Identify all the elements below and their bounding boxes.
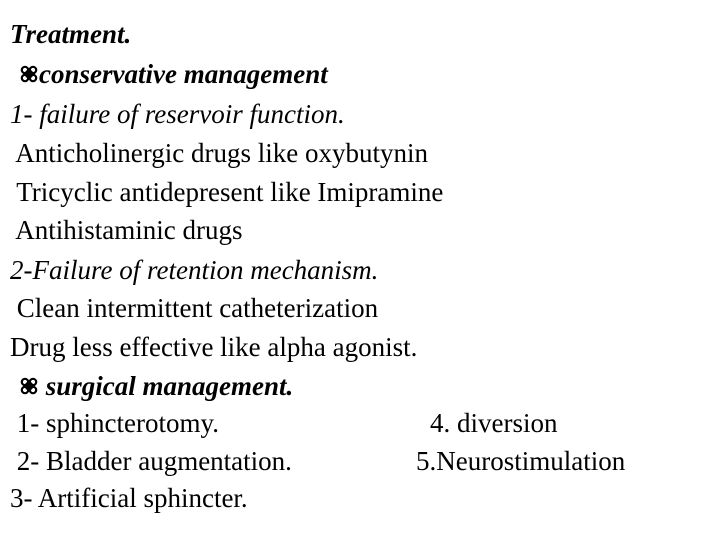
diamond-bullet-icon [20, 377, 38, 397]
surgical-management-heading [20, 369, 293, 403]
treatment-heading: Treatment. [10, 19, 132, 49]
surgical-option: 1- sphincterotomy. [10, 408, 219, 438]
section1-title: 1- failure of reservoir function. [10, 99, 345, 129]
section1-item: Anticholinergic drugs like oxybutynin [10, 138, 428, 168]
diamond-bullet-icon [20, 65, 38, 85]
conservative-management-label: conservative management [39, 59, 328, 89]
surgical-option: 2- Bladder augmentation. [10, 446, 292, 476]
section2-item: Clean intermittent catheterization [10, 293, 379, 323]
surgical-option: 4. diversion [430, 408, 558, 438]
section1-item: Tricyclic antidepresent like Imipramine [10, 177, 444, 207]
conservative-management-heading [20, 57, 328, 91]
section1-item: Antihistaminic drugs [10, 215, 243, 245]
surgical-management-label: surgical management. [39, 371, 294, 401]
surgical-option: 3- Artificial sphincter. [10, 483, 248, 513]
section2-item: Drug less effective like alpha agonist. [10, 332, 418, 362]
section2-title: 2-Failure of retention mechanism. [10, 255, 379, 285]
surgical-option: 5.Neurostimulation [416, 446, 626, 476]
